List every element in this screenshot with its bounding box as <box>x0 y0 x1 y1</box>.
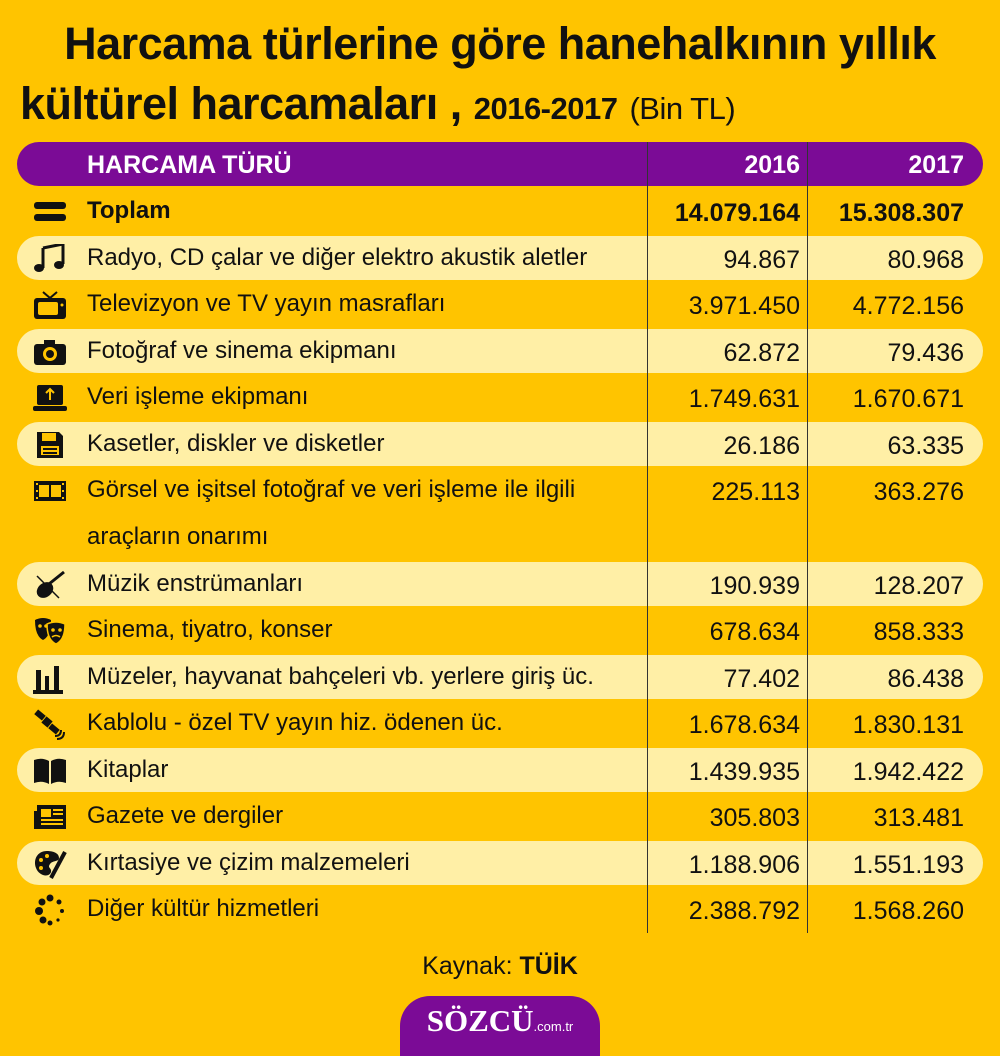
value-2016: 225.113 <box>711 478 800 506</box>
logo-domain: .com.tr <box>533 1019 574 1034</box>
row-label: Gazete ve dergiler <box>87 802 284 829</box>
value-2016: 3.971.450 <box>688 292 800 320</box>
title-line-2 <box>20 78 735 130</box>
row-label: Fotoğraf ve sinema ekipmanı <box>87 336 397 364</box>
row-label: Kablolu - özel TV yayın hiz. ödenen üc. <box>87 709 503 736</box>
row-label: Kırtasiye ve çizim malzemeleri <box>87 848 410 876</box>
value-2017: 15.308.307 <box>838 199 964 227</box>
table-row <box>17 375 983 419</box>
value-2017: 79.436 <box>887 338 964 367</box>
tv-icon <box>33 291 67 319</box>
source-prefix: Kaynak: <box>422 952 513 980</box>
theater-masks-icon <box>33 617 67 645</box>
value-2017: 4.772.156 <box>852 292 964 320</box>
value-2016: 2.388.792 <box>688 897 800 925</box>
table-row <box>17 189 983 233</box>
book-icon <box>33 757 67 785</box>
value-2017: 1.670.671 <box>852 385 964 413</box>
title-unit: (Bin TL) <box>629 91 736 126</box>
table-row <box>17 794 983 838</box>
value-2016: 1.678.634 <box>688 711 800 739</box>
table-row <box>17 748 983 792</box>
table-header <box>17 142 983 186</box>
film-strip-icon <box>33 477 67 505</box>
logo-brand: SÖZCÜ <box>426 1003 534 1038</box>
table-row <box>17 422 983 466</box>
value-2017: 1.568.260 <box>852 897 964 925</box>
table-row <box>17 562 983 606</box>
table-row <box>17 701 983 745</box>
row-label: Toplam <box>87 197 171 224</box>
value-2016: 77.402 <box>723 664 800 693</box>
row-label: Müzeler, hayvanat bahçeleri vb. yerlere giriş üc. <box>87 662 594 690</box>
value-2016: 305.803 <box>709 804 800 832</box>
table-row <box>17 608 983 652</box>
value-2016: 14.079.164 <box>674 199 800 227</box>
table-row <box>17 655 983 699</box>
value-2017: 1.942.422 <box>852 757 964 786</box>
newspaper-icon <box>33 803 67 831</box>
table-row <box>17 841 983 885</box>
title-main: kültürel harcamaları , <box>20 78 462 129</box>
row-label: Görsel ve işitsel fotoğraf ve veri işleme ile ilgili araçların onarımı <box>87 476 576 550</box>
camera-icon <box>33 338 67 366</box>
header-year-2016: 2016 <box>744 151 800 179</box>
value-2016: 678.634 <box>709 618 800 646</box>
music-note-icon <box>33 245 67 273</box>
row-label: Kasetler, diskler ve disketler <box>87 429 385 457</box>
row-label: Müzik enstrümanları <box>87 569 304 597</box>
table-row <box>17 468 983 559</box>
value-2017: 1.830.131 <box>852 711 964 739</box>
value-2016: 190.939 <box>709 571 800 600</box>
header-year-2017: 2017 <box>908 151 964 179</box>
title-years: 2016-2017 <box>473 91 618 126</box>
source-note <box>0 952 1000 981</box>
row-label: Kitaplar <box>87 755 169 783</box>
palette-brush-icon <box>33 850 67 878</box>
satellite-icon <box>33 710 67 738</box>
value-2016: 26.186 <box>723 431 800 460</box>
column-divider-2 <box>807 142 808 933</box>
row-label: Radyo, CD çalar ve diğer elektro akustik aletler <box>87 243 588 271</box>
value-2017: 63.335 <box>887 431 964 460</box>
value-2017: 128.207 <box>873 571 964 600</box>
value-2017: 858.333 <box>873 618 964 646</box>
row-label: Veri işleme ekipmanı <box>87 383 309 410</box>
dots-circle-icon <box>33 896 67 924</box>
value-2016: 62.872 <box>723 338 800 367</box>
museum-columns-icon <box>33 664 67 692</box>
value-2017: 86.438 <box>887 664 964 693</box>
equals-icon <box>33 198 67 226</box>
violin-icon <box>33 571 67 599</box>
table-row <box>17 887 983 931</box>
floppy-disk-icon <box>33 431 67 459</box>
value-2016: 94.867 <box>723 245 800 274</box>
source-name: TÜİK <box>519 952 578 980</box>
value-2017: 313.481 <box>873 804 964 832</box>
value-2016: 1.188.906 <box>688 850 800 879</box>
table-row <box>17 329 983 373</box>
value-2016: 1.749.631 <box>688 385 800 413</box>
laptop-usb-icon <box>33 384 67 412</box>
row-label: Televizyon ve TV yayın masrafları <box>87 290 446 317</box>
value-2017: 80.968 <box>887 245 964 274</box>
sozcu-logo <box>400 996 600 1056</box>
value-2017: 363.276 <box>873 478 964 506</box>
title-line-1: Harcama türlerine göre hanehalkının yıllık <box>64 18 936 69</box>
value-2017: 1.551.193 <box>852 850 964 879</box>
table-row <box>17 282 983 326</box>
row-label: Sinema, tiyatro, konser <box>87 616 333 643</box>
column-divider-1 <box>647 142 648 933</box>
value-2016: 1.439.935 <box>688 757 800 786</box>
table-row <box>17 236 983 280</box>
header-type: HARCAMA TÜRÜ <box>87 151 292 179</box>
row-label: Diğer kültür hizmetleri <box>87 895 320 922</box>
